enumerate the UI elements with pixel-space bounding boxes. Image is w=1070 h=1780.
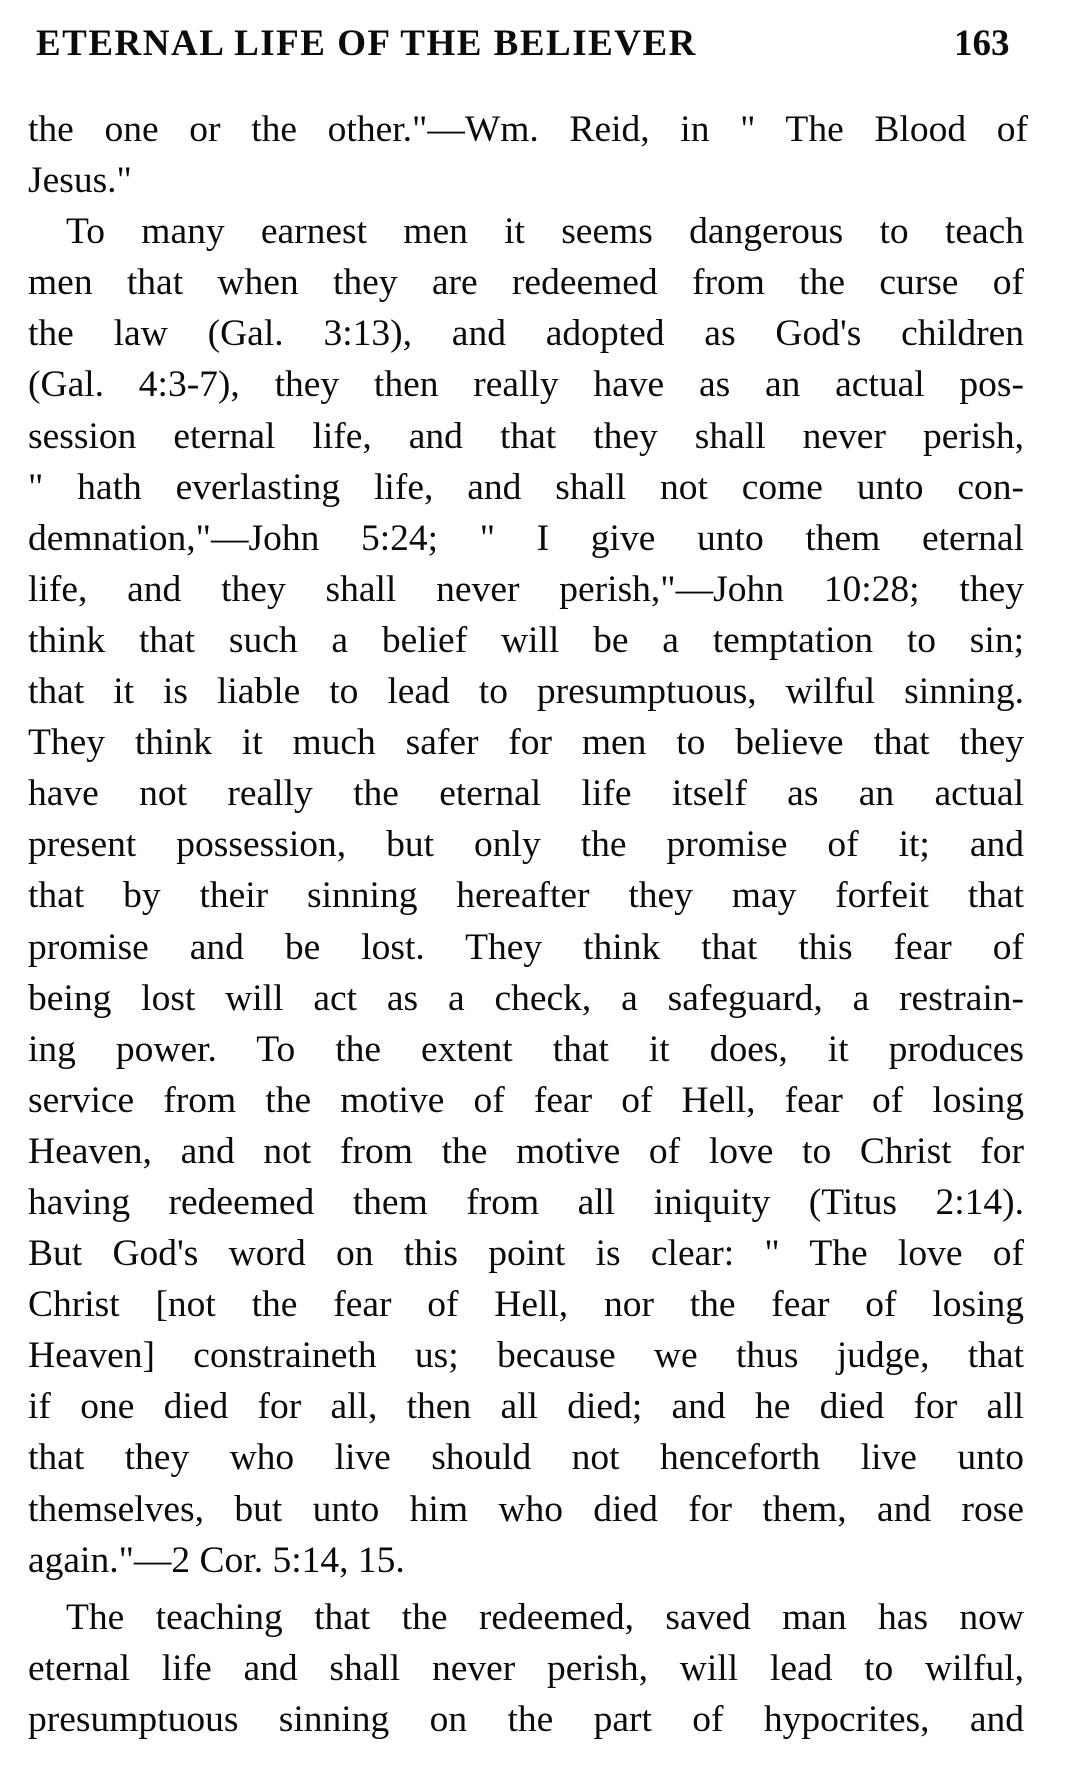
text-line: demnation,"—John 5:24; " I give unto them eternal (28, 517, 1024, 559)
text-line: the law (Gal. 3:13), and adopted as God's children (28, 313, 1024, 355)
text-line: being lost will act as a check, a safeguard, a restrain- (28, 977, 1024, 1019)
text-line: themselves, but unto him who died for them, and rose (28, 1488, 1024, 1530)
text-line: presumptuous sinning on the part of hypocrites, and (28, 1698, 1024, 1740)
text-line: that by their sinning hereafter they may forfeit that (28, 875, 1024, 917)
text-line: that it is liable to lead to presumptuous, wilful sinning. (28, 671, 1024, 713)
text-line: Heaven] constraineth us; because we thus judge, that (28, 1335, 1024, 1377)
text-line: Christ [not the fear of Hell, nor the fear of losing (28, 1284, 1024, 1326)
text-line: session eternal life, and that they shall never perish, (28, 415, 1024, 457)
text-line: again."—2 Cor. 5:14, 15. (28, 1539, 405, 1581)
text-line: think that such a belief will be a temptation to sin; (28, 619, 1024, 661)
text-line: the one or the other."—Wm. Reid, in " The Blood of (28, 109, 1028, 150)
text-line: service from the motive of fear of Hell, fear of losing (28, 1079, 1024, 1121)
text-line: Jesus." (28, 160, 132, 202)
text-line: " hath everlasting life, and shall not come unto con- (28, 466, 1024, 508)
text-line: life, and they shall never perish,"—John 10:28; they (28, 568, 1024, 610)
text-line: ing power. To the extent that it does, it produces (28, 1028, 1024, 1070)
text-line: have not really the eternal life itself as an actual (28, 773, 1024, 815)
text-line: if one died for all, then all died; and he died for all (28, 1386, 1024, 1428)
text-line: But God's word on this point is clear: " The love of (28, 1233, 1024, 1275)
text-line: eternal life and shall never perish, will lead to wilful, (28, 1647, 1024, 1689)
text-line: having redeemed them from all iniquity (Titus 2:14). (28, 1181, 1024, 1223)
running-head (36, 22, 1036, 68)
page-number: 163 (954, 23, 1010, 64)
text-line: To many earnest men it seems dangerous to teach (66, 211, 1024, 253)
text-line: that they who live should not henceforth live unto (28, 1437, 1024, 1479)
text-line: present possession, but only the promise of it; and (28, 824, 1024, 866)
body-text (28, 104, 1028, 1745)
running-title: ETERNAL LIFE OF THE BELIEVER (36, 23, 697, 64)
text-line: men that when they are redeemed from the curse of (28, 262, 1024, 304)
text-line: Heaven, and not from the motive of love to Christ for (28, 1130, 1024, 1172)
text-line: (Gal. 4:3-7), they then really have as an actual pos- (28, 364, 1024, 406)
text-line: promise and be lost. They think that this fear of (28, 926, 1024, 968)
text-line: The teaching that the redeemed, saved man has now (66, 1596, 1024, 1638)
text-line: They think it much safer for men to believe that they (28, 722, 1024, 764)
